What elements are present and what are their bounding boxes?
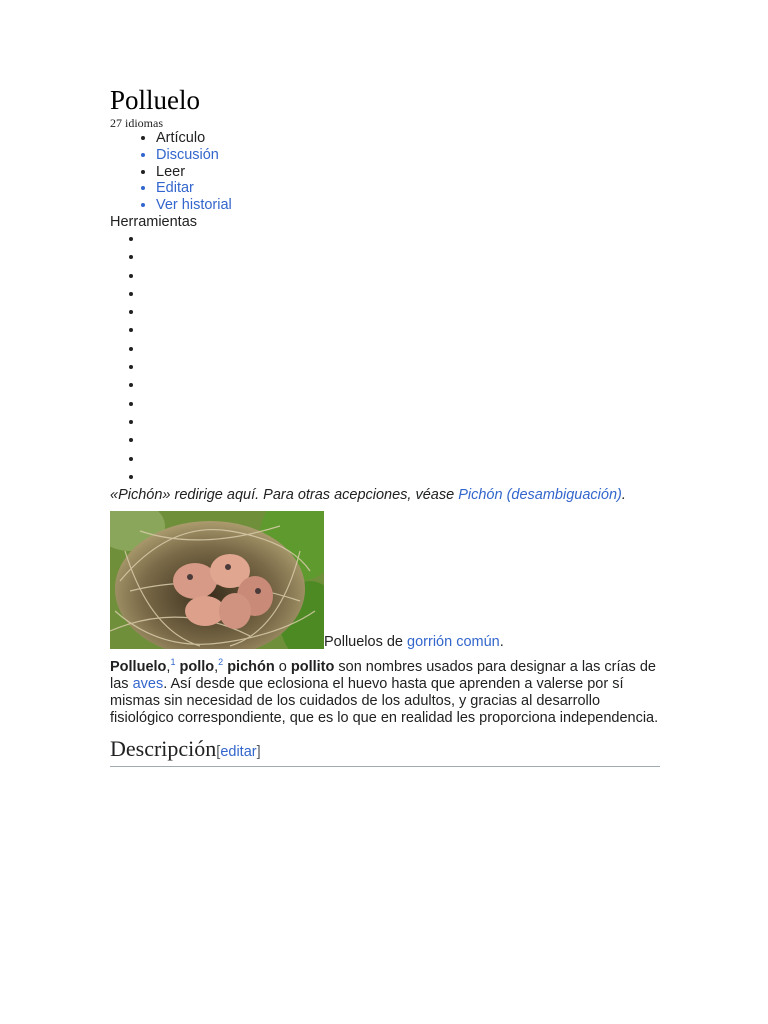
tools-menu-label[interactable]: Herramientas [110, 213, 198, 230]
tools-list-tertiary [110, 469, 660, 487]
tools-list [110, 231, 660, 414]
tools-list-item[interactable] [144, 304, 660, 322]
tab-article[interactable]: • Artículo [156, 130, 660, 147]
tools-list-item[interactable] [144, 249, 660, 267]
hatnote-text: «Pichón» redirige aquí. Para otras acepciones, véase [110, 487, 459, 504]
view-tabs [110, 164, 660, 214]
tools-list-item[interactable] [144, 377, 660, 395]
tools-list-item[interactable] [144, 359, 660, 377]
section-heading: Descripción[editar] [110, 736, 660, 767]
page-title: Polluelo [110, 85, 201, 115]
tools-list-item[interactable] [144, 286, 660, 304]
tab-discussion[interactable]: • Discusión [156, 147, 660, 164]
tools-list-item[interactable] [144, 432, 660, 450]
tools-list-item[interactable] [144, 341, 660, 359]
edit-section-link[interactable]: editar [220, 744, 257, 761]
hatnote-link[interactable]: Pichón (desambiguación) [458, 487, 622, 504]
tab-history[interactable]: • Ver historial [156, 197, 660, 214]
tools-list-item[interactable] [144, 231, 660, 249]
reference-link[interactable]: 2 [218, 657, 224, 668]
namespace-tabs [110, 130, 660, 164]
hatnote: «Pichón» redirige aquí. Para otras acepciones, véase Pichón (desambiguación). [110, 487, 626, 504]
tab-edit[interactable]: • Editar [156, 180, 660, 197]
tab-read[interactable]: • Leer [156, 164, 660, 181]
tools-list-item[interactable] [144, 396, 660, 414]
tools-list-item[interactable] [144, 322, 660, 340]
reference-link[interactable]: 1 [170, 657, 176, 668]
lead-paragraph: Polluelo,$^1$ pollo,$^2$ pichón o pollito son nombres usados para designar a las crías de las aves. Así desde que eclosiona el huevo hasta que aprenden a valerse por sí mismas sin necesidad de los cuidados de los adultos, y gracias al desarrollo fisiológico correspondiente, que es lo que en realidad les proporciona independencia. [110, 657, 659, 726]
bird-nest-photo[interactable] [110, 511, 324, 649]
language-count[interactable]: 27 idiomas [110, 116, 163, 130]
figure-caption: Polluelos de gorrión común. [324, 634, 504, 651]
tools-list-secondary [110, 414, 660, 469]
tools-list-item[interactable] [144, 451, 660, 469]
tools-list-item[interactable] [144, 469, 660, 487]
tools-list-item[interactable] [144, 268, 660, 286]
caption-link[interactable]: gorrión común [407, 634, 500, 651]
tools-list-item[interactable] [144, 414, 660, 432]
article [110, 84, 660, 767]
aves-link[interactable]: aves [132, 675, 164, 692]
figure [110, 511, 660, 649]
